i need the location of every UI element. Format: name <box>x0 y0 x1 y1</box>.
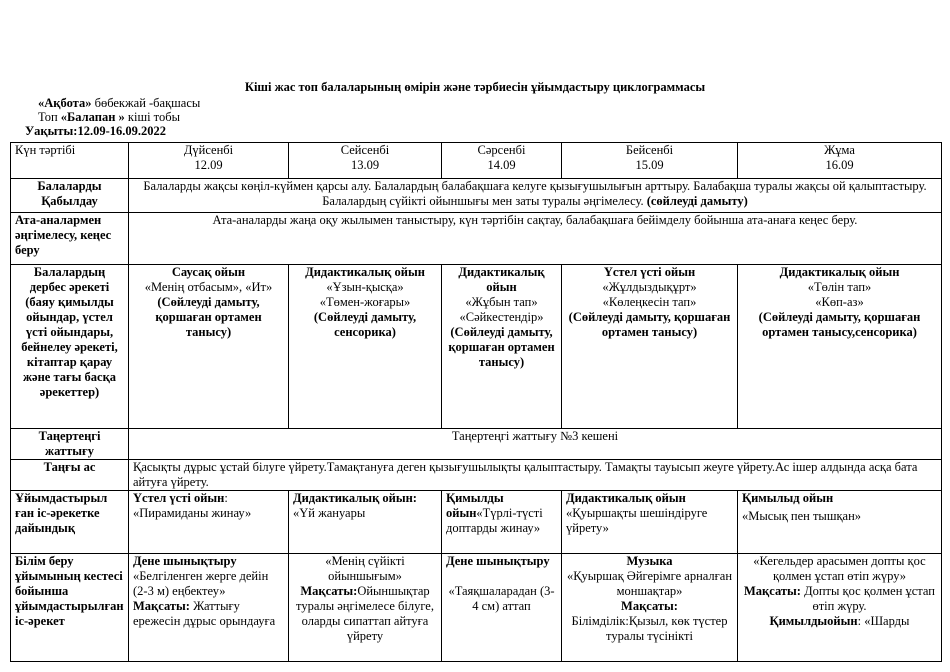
day-header-wednesday: Сәрсенбі 14.09 <box>442 143 562 179</box>
document-title: Кіші жас топ балаларының өмірін және тәрбиесін ұйымдастыру циклограммасы <box>244 80 706 94</box>
reception-text: Балаларды жақсы көңіл-күймен қарсы алу. Балалардың балабақшаға келуге қызығушылығын арттыру. Балабақша туралы жақсы ой қалыптастыру. Балалардың сүйікті ойыншығы мен заты туралы әңгімелесу. (сөйлеуді дамыту) <box>129 179 942 213</box>
breakfast-text: Қасықты дұрыс ұстай білуге үйрету.Тамақтануға деген қызығушылықты қалыптастыру. Тамақты тауысып жеуге үйрету.Ас ішер алдында асқа бата айтуға үйрету. <box>129 460 942 491</box>
reception-label: Балаларды Қабылдау <box>11 179 129 213</box>
prep-tuesday: Дидактикалық ойын: «Үй жануары <box>289 491 442 554</box>
schedule-monday: Дене шынықтыру «Белгіленген жерге дейін (2-3 м) еңбектеу» Мақсаты: Жаттығу ережесін дұрыс орындауға <box>129 554 289 662</box>
independent-activity-row <box>11 265 942 429</box>
activity-thursday: Үстел үсті ойын «Жұлдыздықұрт» «Көлеңкесін тап» (Сөйлеуді дамыту, қоршаған ортамен танысу) <box>562 265 738 429</box>
schedule-label: Білім беру ұйымының кестесі бойынша ұйымдастырылған іс-әрекет <box>11 554 129 662</box>
morning-exercise-text: Таңертеңгі жаттығу №3 кешені <box>129 429 942 460</box>
organization-type: бөбекжай -бақшасы <box>91 96 201 110</box>
day-header-thursday: Бейсенбі 15.09 <box>562 143 738 179</box>
organization-line <box>38 96 200 111</box>
prep-label: Ұйымдастырыл ған іс-әрекетке дайындық <box>11 491 129 554</box>
prep-thursday: Дидактикалық ойын «Қуыршақты шешіндіруге үйрету» <box>562 491 738 554</box>
cyclogram-table <box>10 142 942 662</box>
schedule-friday: «Кегельдер арасымен допты қос қолмен ұстап өтіп жүру» Мақсаты: Допты қос қолмен ұстап өтіп жүру. Қимылдыойын: «Шарды <box>738 554 942 662</box>
reception-row <box>11 179 942 213</box>
group-name: «Балапан » <box>60 110 125 124</box>
activity-tuesday: Дидактикалық ойын «Ұзын-қысқа» «Төмен-жоғары» (Сөйлеуді дамыту, сенсорика) <box>289 265 442 429</box>
parents-text: Ата-аналарды жаңа оқу жылымен таныстыру, күн тәртібін сақтау, балабақшаға бейімделу бойынша ата-анаға кеңес беру. <box>129 213 942 265</box>
parents-label: Ата-аналармен әңгімелесу, кеңес беру <box>11 213 129 265</box>
group-type: кіші тобы <box>124 110 180 124</box>
header-row <box>11 143 942 179</box>
morning-exercise-row <box>11 429 942 460</box>
breakfast-label: Таңғы ас <box>11 460 129 491</box>
schedule-row <box>11 554 942 662</box>
breakfast-row <box>11 460 942 491</box>
group-prefix: Топ <box>38 110 61 124</box>
week-period: Уақыты:12.09-16.09.2022 <box>25 124 166 138</box>
schedule-thursday: Музыка «Қуыршақ Әйгерімге арналған моншақтар» Мақсаты: Білімділік:Қызыл, көк түстер туралы түсінікті <box>562 554 738 662</box>
prep-friday: Қимылыд ойын «Мысық пен тышқан» <box>738 491 942 554</box>
activity-label: Балалардың дербес әрекеті (баяу қимылды ойындар, үстел үсті ойындары, бейнелеу әрекеті, кітаптар қарау және тағы басқа әрекеттер) <box>11 265 129 429</box>
group-line <box>38 110 180 125</box>
prep-monday: Үстел үсті ойын: «Пирамиданы жинау» <box>129 491 289 554</box>
morning-exercise-label: Таңертеңгі жаттығу <box>11 429 129 460</box>
schedule-wednesday: Дене шынықтыру «Таяқшаларадан (3-4 см) аттап <box>442 554 562 662</box>
activity-friday: Дидактикалық ойын «Төлін тап» «Көп-аз» (Сөйлеуді дамыту, қоршаған ортамен танысу,сенсорика) <box>738 265 942 429</box>
day-header-tuesday: Сейсенбі 13.09 <box>289 143 442 179</box>
organization-name: «Ақбота» <box>38 96 92 110</box>
routine-header: Күн тәртібі <box>11 143 129 179</box>
prep-wednesday: Қимылды ойын«Түрлі-түсті доптарды жинау» <box>442 491 562 554</box>
schedule-tuesday: «Менің сүйікті ойыншығым» Мақсаты:Ойыншықтар туралы әңгімелесе білуге, оларды сипаттап айтуға үйрету <box>289 554 442 662</box>
prep-row <box>11 491 942 554</box>
activity-wednesday: Дидактикалық ойын «Жұбын тап» «Сәйкестендір» (Сөйлеуді дамыту, қоршаған ортамен танысу) <box>442 265 562 429</box>
parents-row <box>11 213 942 265</box>
day-header-monday: Дүйсенбі 12.09 <box>129 143 289 179</box>
activity-monday: Саусақ ойын «Менің отбасым», «Ит» (Сөйлеуді дамыту, қоршаған ортамен танысу) <box>129 265 289 429</box>
day-header-friday: Жұма 16.09 <box>738 143 942 179</box>
